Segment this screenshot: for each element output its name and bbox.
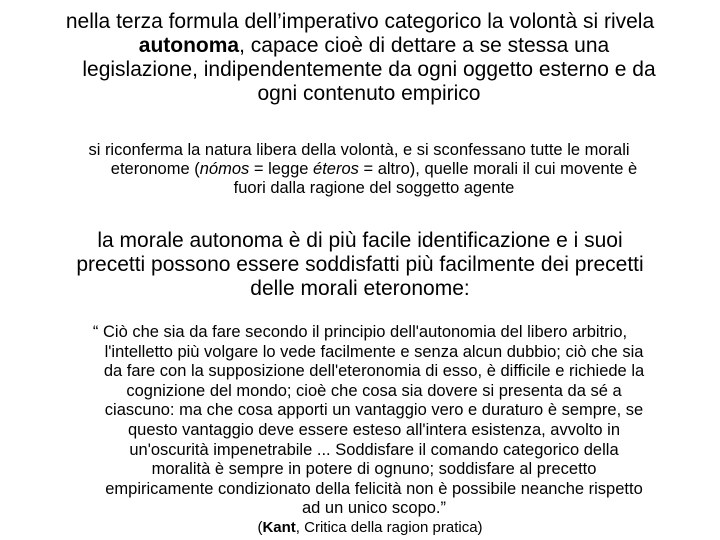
quote-line: moralità è sempre in potere di ognuno; soddisfare al precetto xyxy=(151,460,597,479)
citation xyxy=(0,519,720,537)
quote-line: cognizione del mondo; cioè che cosa sia dovere si presenta da sé a xyxy=(126,381,622,400)
text-line: fuori dalla ragione del soggetto agente xyxy=(233,179,515,197)
quote-line: questo vantaggio deve essere esteso all'intera esistenza, avvolto in xyxy=(127,420,621,439)
paragraph-morale-autonoma xyxy=(0,229,720,301)
text-line: la morale autonoma è di più facile identificazione e i suoi xyxy=(97,229,623,252)
text-fragment: eteronome ( xyxy=(110,160,200,178)
quote-line: da fare con la supposizione dell'eteronomia di esso, è difficile e richiede la xyxy=(103,362,645,381)
italic-term-nomos: nómos xyxy=(199,160,250,178)
quote-line: “ Ciò che sia da fare secondo il principio dell'autonomia del libero arbitrio, xyxy=(92,323,628,341)
text-line: delle morali eteronome: xyxy=(250,277,470,300)
quote-line: l'intelletto più volgare lo vede facilmente e senza alcun dubbio; ciò che sia xyxy=(104,342,644,361)
text-fragment: , capace cioè di dettare a se stessa una xyxy=(239,34,610,57)
italic-term-eteros: éteros xyxy=(313,160,359,178)
kant-quote xyxy=(0,323,720,519)
quote-line: ciascuno: ma che cosa apporti un vantaggio vero e duraturo è sempre, se xyxy=(104,401,644,420)
quote-line: ad un unico scopo.” xyxy=(301,499,446,518)
text-fragment: = legge xyxy=(249,160,314,178)
citation-author: Kant xyxy=(262,519,296,536)
text-line: si riconferma la natura libera della volontà, e si sconfessano tutte le morali xyxy=(88,141,630,159)
quote-line: empiricamente condizionato della felicità non è possibile neanche rispetto xyxy=(105,479,643,498)
paragraph-autonomia xyxy=(0,10,720,106)
text-fragment: = altro), quelle morali il cui movente è xyxy=(358,160,638,178)
citation-open: ( xyxy=(257,519,263,536)
paragraph-eteronomia xyxy=(0,141,720,198)
bold-term-autonoma: autonoma xyxy=(138,34,240,57)
text-line: precetti possono essere soddisfatti più facilmente dei precetti xyxy=(76,253,644,276)
citation-work: , Critica della ragion pratica) xyxy=(295,519,483,536)
quote-line: un'oscurità impenetrabile ... Soddisfare il comando categorico della xyxy=(129,440,619,459)
text-line: nella terza formula dell’imperativo categorico la volontà si rivela xyxy=(65,10,655,33)
text-line xyxy=(0,34,720,58)
text-line: ogni contenuto empirico xyxy=(257,82,481,105)
text-line: legislazione, indipendentemente da ogni oggetto esterno e da xyxy=(82,58,656,81)
text-line xyxy=(0,160,720,179)
